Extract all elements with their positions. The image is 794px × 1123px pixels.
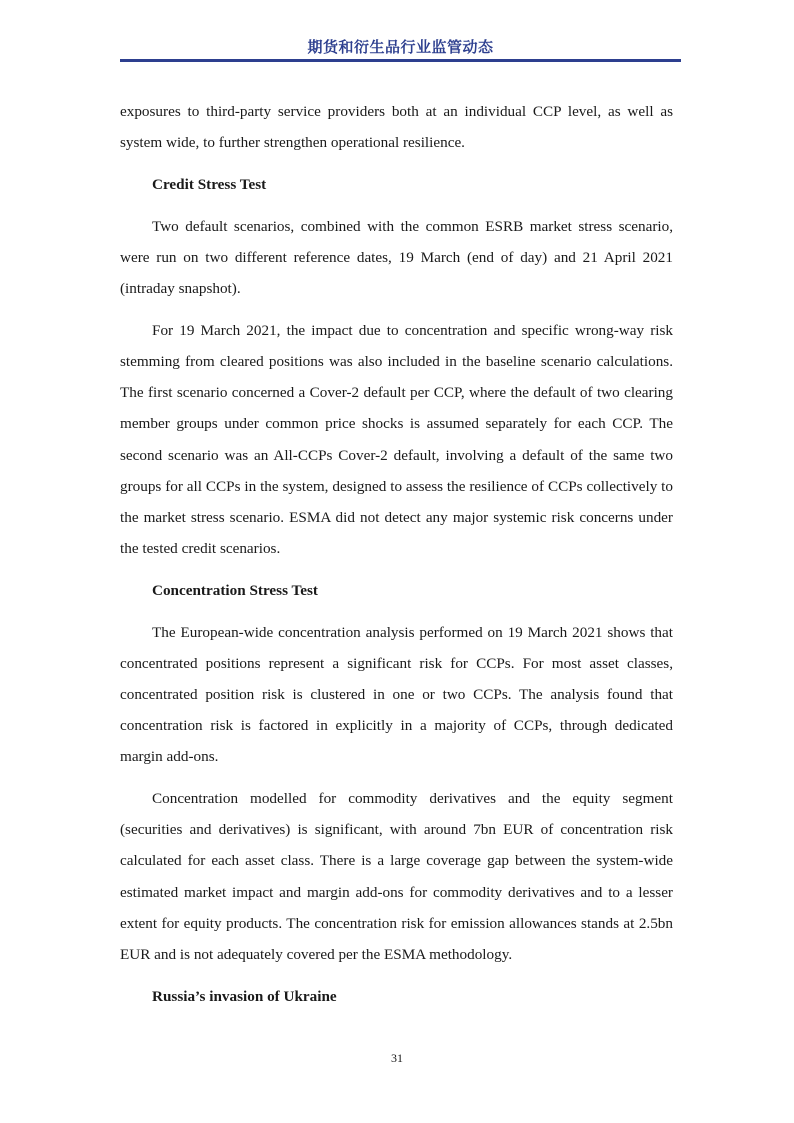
document-body <box>120 96 673 1022</box>
header-title: 期货和衍生品行业监管动态 <box>307 38 494 56</box>
page-header <box>120 36 681 58</box>
header-divider <box>120 59 681 62</box>
paragraph-concentration-analysis: The European-wide concentration analysis performed on 19 March 2021 shows that concentrated positions represent a significant risk for CCPs. For most asset classes, concentrated position risk is clustered in one or two CCPs. The analysis found that concentration risk is factored in explicitly in a majority of CCPs, through dedicated margin add-ons. <box>120 623 673 766</box>
paragraph-baseline-scenario: For 19 March 2021, the impact due to concentration and specific wrong-way risk stemming from cleared positions was also included in the baseline scenario calculations. The first scenario concerned a Cover-2 default per CCP, where the default of two clearing member groups under common price shocks is assumed separately for each CCP. The second scenario was an All-CCPs Cover-2 default, involving a default of the same two groups for all CCPs in the system, designed to assess the resilience of CCPs collectively to the market stress scenario. ESMA did not detect any major systemic risk concerns under the tested credit scenarios. <box>120 321 673 558</box>
section-heading-russia-invasion: Russia’s invasion of Ukraine <box>152 987 337 1005</box>
paragraph-concentration-modelled: Concentration modelled for commodity derivatives and the equity segment (securities and derivatives) is significant, with around 7bn EUR of concentration risk calculated for each asset class. There is a large coverage gap between the system-wide estimated market impact and margin add-ons for commodity derivatives and to a lesser extent for equity products. The concentration risk for emission allowances stands at 2.5bn EUR and is not adequately covered per the ESMA methodology. <box>120 790 673 964</box>
paragraph-default-scenarios: Two default scenarios, combined with the common ESRB market stress scenario, were run on two different reference dates, 19 March (end of day) and 21 April 2021 (intraday snapshot). <box>120 217 673 298</box>
paragraph-continuation: exposures to third-party service providers both at an individual CCP level, as well as system wide, to further strengthen operational resilience. <box>120 103 673 152</box>
section-heading-credit-stress-test: Credit Stress Test <box>152 175 267 193</box>
section-heading-concentration-stress-test: Concentration Stress Test <box>152 581 318 599</box>
page-number: 31 <box>391 1051 403 1065</box>
